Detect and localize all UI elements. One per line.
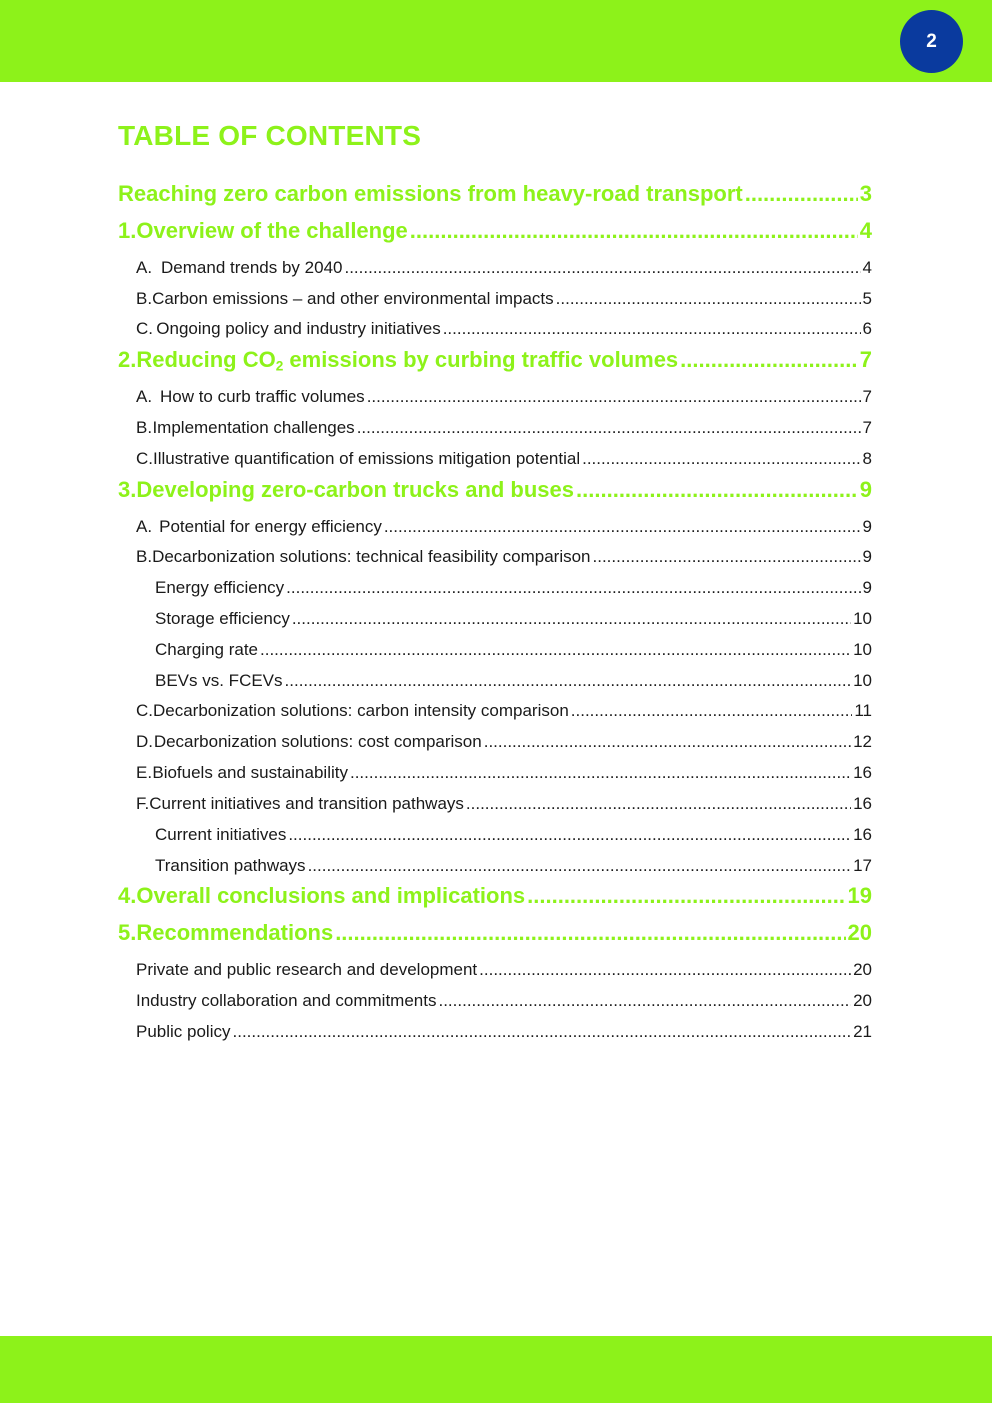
toc-entry-title: [136, 347, 679, 374]
toc-entry[interactable]: [136, 702, 872, 719]
toc-entry[interactable]: [118, 885, 872, 907]
toc-entry-page-number: 4: [859, 218, 872, 243]
toc-entry[interactable]: [118, 347, 872, 374]
toc-entry-title: [152, 290, 554, 307]
toc-entry-subscript: 2: [275, 358, 284, 374]
toc-entry-title-text: Current initiatives: [155, 825, 287, 844]
toc-entry-title-text: Overall conclusions and implications: [136, 883, 526, 908]
dot-leader: [556, 290, 861, 307]
dot-leader: [582, 450, 860, 467]
dot-leader: [292, 610, 851, 627]
toc-entry-title: [136, 1023, 231, 1040]
toc-entry[interactable]: [118, 922, 872, 944]
toc-entry-title-text-after: emissions by curbing traffic volumes: [283, 347, 679, 372]
toc-entry-number: B.: [136, 547, 153, 566]
toc-entry[interactable]: [136, 1023, 872, 1040]
toc-entry-page-number: 16: [853, 825, 872, 844]
toc-entry-number: F.: [136, 794, 150, 813]
toc-entry[interactable]: [155, 826, 872, 843]
dot-leader: [527, 885, 845, 907]
toc-entry[interactable]: [155, 672, 872, 689]
dot-leader: [367, 388, 861, 405]
toc-entry-title: [159, 518, 382, 535]
toc-entry-page-number: 17: [853, 856, 872, 875]
toc-entry[interactable]: [136, 764, 872, 781]
dot-leader: [350, 764, 851, 781]
toc-entry[interactable]: [118, 183, 872, 205]
toc-entry-title-text: Illustrative quantification of emissions mitigation potential: [153, 449, 581, 468]
toc-entry-page-number: 19: [847, 883, 872, 908]
toc-entry-page-number: 10: [853, 640, 872, 659]
toc-entry-title: [136, 220, 407, 242]
toc-entry-title-text: Recommendations: [136, 920, 334, 945]
toc-entry[interactable]: [136, 518, 872, 535]
dot-leader: [438, 992, 851, 1009]
toc-entry-page-number: 9: [862, 517, 872, 536]
toc-entry-title: [155, 826, 286, 843]
toc-entry[interactable]: [155, 610, 872, 627]
dot-leader: [593, 548, 861, 565]
dot-leader: [410, 220, 858, 242]
toc-entry-number: C.: [136, 701, 153, 720]
toc-entry-page-number: 5: [862, 289, 872, 308]
toc-entry-title: [154, 733, 482, 750]
dot-leader: [571, 702, 853, 719]
toc-entry[interactable]: [155, 857, 872, 874]
toc-entry-page-number: 16: [853, 763, 872, 782]
header-band: [0, 0, 992, 82]
toc-entry-title-text: Implementation challenges: [152, 418, 355, 437]
toc-entry-number: 1.: [118, 218, 137, 243]
toc-entry-title: [136, 961, 477, 978]
dot-leader: [484, 733, 851, 750]
toc-entry-title-text: Decarbonization solutions: carbon intensity comparison: [153, 701, 569, 720]
toc-entry-page-number: 16: [853, 794, 872, 813]
toc-entry-title-text: Biofuels and sustainability: [152, 763, 348, 782]
toc-entry-title-text: Carbon emissions – and other environmental impacts: [152, 289, 554, 308]
toc-entry-title: [155, 641, 258, 658]
dot-leader: [286, 579, 860, 596]
toc-entry[interactable]: [136, 388, 872, 405]
toc-entry-title: [152, 419, 354, 436]
dot-leader: [443, 320, 861, 337]
toc-entry-title: [136, 992, 436, 1009]
toc-entry-title-text: Current initiatives and transition pathways: [149, 794, 464, 813]
toc-entry[interactable]: [136, 419, 872, 436]
dot-leader: [479, 961, 851, 978]
toc-entry-title-text: Storage efficiency: [155, 609, 290, 628]
toc-entry-page-number: 20: [853, 960, 872, 979]
toc-entry-title: [156, 320, 440, 337]
toc-entry[interactable]: [118, 220, 872, 242]
toc-entry-number: 3.: [118, 477, 137, 502]
toc-entry[interactable]: [155, 641, 872, 658]
dot-leader: [285, 672, 852, 689]
toc-entry-number: 5.: [118, 920, 137, 945]
toc-entry-page-number: 7: [859, 347, 872, 372]
dot-leader: [745, 183, 858, 205]
toc-entry[interactable]: [118, 479, 872, 501]
toc-entry-title-text: How to curb traffic volumes: [159, 387, 365, 406]
toc-entry-page-number: 3: [859, 181, 872, 206]
toc-entry[interactable]: [136, 961, 872, 978]
toc-entry-title-text: Ongoing policy and industry initiatives: [156, 319, 441, 338]
dot-leader: [384, 518, 861, 535]
toc-entry-title: [155, 672, 283, 689]
toc-entry-page-number: 9: [862, 578, 872, 597]
toc-entry-title-text: Decarbonization solutions: cost comparison: [153, 732, 482, 751]
toc-entry-title-text: Private and public research and development: [136, 960, 478, 979]
dot-leader: [576, 479, 858, 501]
toc-entry-page-number: 11: [854, 701, 872, 720]
toc-entry-number: B.: [136, 289, 153, 308]
toc-entry[interactable]: [136, 290, 872, 307]
toc-entry-title-text: Reaching zero carbon emissions from heavy-road transport: [118, 181, 743, 206]
toc-entry-page-number: 7: [862, 387, 872, 406]
toc-entry[interactable]: [136, 450, 872, 467]
dot-leader: [288, 826, 851, 843]
toc-entry-number: B.: [136, 418, 153, 437]
toc-entry-page-number: 4: [862, 258, 872, 277]
dot-leader: [233, 1023, 852, 1040]
toc-entry-title-text: Charging rate: [155, 640, 259, 659]
toc-entry-title: [155, 857, 306, 874]
toc-entry-title: [136, 922, 333, 944]
toc-entry-title: [160, 388, 365, 405]
toc-entry-title: [136, 885, 525, 907]
toc-entry[interactable]: [136, 259, 872, 276]
toc-entry-title-text: BEVs vs. FCEVs: [155, 671, 283, 690]
toc-entry-title-text: Reducing CO: [136, 347, 276, 372]
toc-entry-title-text: Industry collaboration and commitments: [136, 991, 437, 1010]
toc-entry-title: [118, 183, 743, 205]
toc-entry-title: [136, 479, 574, 501]
toc-entry-title: [153, 450, 580, 467]
toc-entry-page-number: 8: [862, 449, 872, 468]
dot-leader: [260, 641, 851, 658]
toc-entry-title: [155, 610, 290, 627]
toc-entry-page-number: 12: [853, 732, 872, 751]
dot-leader: [344, 259, 860, 276]
page-number-badge: 2: [900, 10, 963, 73]
toc-entry-page-number: 7: [862, 418, 872, 437]
toc-entry-number: A.: [136, 517, 153, 536]
toc-entry-number: A.: [136, 258, 153, 277]
dot-leader: [466, 795, 851, 812]
toc-entry[interactable]: [136, 548, 872, 565]
toc-entry[interactable]: [155, 579, 872, 596]
toc-entry-title: [152, 548, 590, 565]
dot-leader: [357, 419, 861, 436]
toc-entry[interactable]: [136, 733, 872, 750]
toc-entry-title-text: Demand trends by 2040: [161, 258, 343, 277]
toc-entry-number: D.: [136, 732, 153, 751]
toc-entry-title: [152, 764, 348, 781]
toc-entry-number: A.: [136, 387, 153, 406]
toc-entry-title-text: Public policy: [136, 1022, 231, 1041]
toc-entry-page-number: 10: [853, 609, 872, 628]
footer-band: [0, 1336, 992, 1403]
toc-entry-number: C.: [136, 449, 153, 468]
toc-entry-title: [153, 702, 569, 719]
toc-entry-page-number: 9: [859, 477, 872, 502]
toc-entry[interactable]: [136, 320, 872, 337]
dot-leader: [680, 349, 858, 371]
toc-entry-title: [155, 579, 284, 596]
toc-entry-number: E.: [136, 763, 153, 782]
toc-entry[interactable]: [136, 795, 872, 812]
toc-entry-title-text: Energy efficiency: [155, 578, 285, 597]
toc-entry[interactable]: [136, 992, 872, 1009]
toc-entry-number: 2.: [118, 347, 137, 372]
toc-entry-title: [149, 795, 464, 812]
toc-entry-number: 4.: [118, 883, 137, 908]
toc-entry-title-text: Potential for energy efficiency: [159, 517, 382, 536]
toc-entry-page-number: 6: [862, 319, 872, 338]
dot-leader: [335, 922, 845, 944]
toc-entry-page-number: 20: [847, 920, 872, 945]
toc-entry-title: [161, 259, 342, 276]
toc-entry-page-number: 10: [853, 671, 872, 690]
toc-entry-page-number: 9: [862, 547, 872, 566]
toc-entry-number: C.: [136, 319, 153, 338]
dot-leader: [308, 857, 852, 874]
toc-entry-title-text: Decarbonization solutions: technical feasibility comparison: [152, 547, 591, 566]
page-title: TABLE OF CONTENTS: [118, 120, 422, 151]
toc-entry-page-number: 20: [853, 991, 872, 1010]
toc-entry-page-number: 21: [853, 1022, 872, 1041]
toc-entry-title-text: Overview of the challenge: [136, 218, 408, 243]
toc-entry-title-text: Developing zero-carbon trucks and buses: [136, 477, 575, 502]
toc-entry-title-text: Transition pathways: [155, 856, 306, 875]
